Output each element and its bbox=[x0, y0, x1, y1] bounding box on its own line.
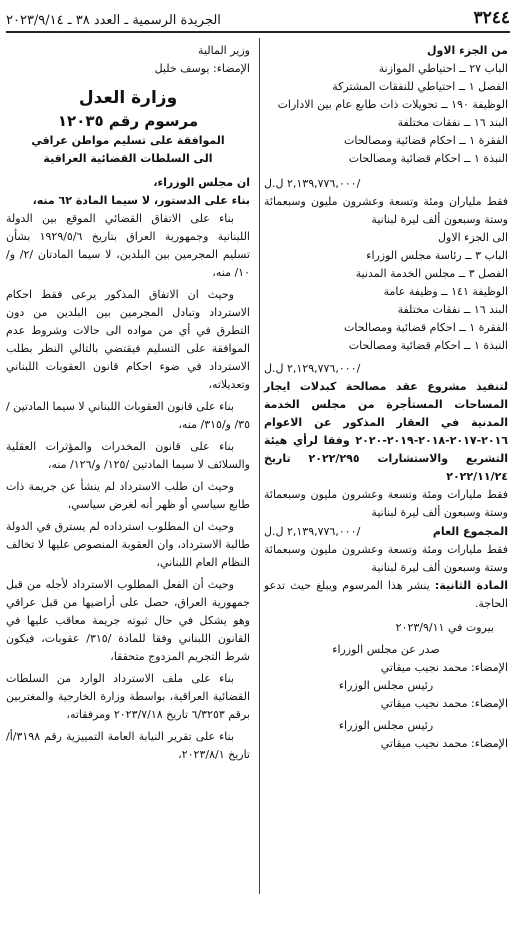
decree-subject: الموافقة على تسليم مواطن عراقي bbox=[31, 134, 225, 147]
page-number: ٣٢٤٤ bbox=[473, 8, 510, 28]
recital-paragraph: بناء على قانون المخدرات والمؤثرات العقلية والسلائف لا سيما المادتين /١٢٥/ و/١٢٦/ منه، bbox=[6, 440, 250, 471]
budget-line: الوظيفة ١٤١ ــ وظيفة عامة bbox=[383, 285, 508, 298]
publication-title: الجريدة الرسمية ـ العدد ٣٨ ـ ٢٠٢٣/٩/١٤ bbox=[6, 13, 221, 28]
budget-line: من الجزء الاول bbox=[426, 44, 508, 57]
budget-line: الباب ٣ ــ رئاسة مجلس الوزراء bbox=[366, 249, 508, 262]
budget-line: الى الجزء الاول bbox=[438, 231, 508, 244]
budget-line: الباب ٢٧ ــ احتياطي الموازنة bbox=[378, 62, 508, 75]
decree-subject: الى السلطات القضائية العراقية bbox=[43, 152, 213, 165]
column-divider bbox=[259, 38, 260, 894]
signature-name: الإمضاء: محمد نجيب ميقاتي bbox=[380, 697, 508, 710]
signature-name: الإمضاء: محمد نجيب ميقاتي bbox=[380, 737, 508, 750]
minister-title: وزير المالية bbox=[198, 44, 250, 57]
amount-value: ٢,١٢٩,٧٧٦,٠٠٠ ل.ل/ bbox=[264, 362, 361, 375]
budget-line: الفصل ١ ــ احتياطي للنفقات المشتركة bbox=[332, 80, 508, 93]
right-column bbox=[264, 36, 508, 928]
amount-in-words: فقط مليارات ومئة وتسعة وعشرون مليون وسبعمائة وستة وسبعون ألف ليرة لبنانية bbox=[264, 488, 508, 519]
recital-paragraph: وحيث ان المطلوب استرداده لم يسترق في الدولة طالبة الاسترداد، وان العقوبة المنصوص عليها لا تخالف النظام العام اللبناني، bbox=[6, 520, 250, 569]
article-two bbox=[264, 577, 508, 613]
recital-paragraph: بناء على تقرير النيابة العامة التمييزية رقم ٣١٩٨/أ/ تاريخ ٢٠٢٣/٨/١، bbox=[6, 730, 250, 761]
total-in-words: فقط مليارات ومئة وتسعة وعشرون مليون وسبعمائة وستة وسبعون ألف ليرة لبنانية bbox=[264, 543, 508, 574]
budget-line: النبذة ١ ــ احكام قضائية ومصالحات bbox=[348, 339, 508, 352]
grand-total-amount: ٢,١٣٩,٧٧٦,٠٠٠ ل.ل/ bbox=[264, 525, 361, 538]
recital-paragraph: بناء على الاتفاق القضائي الموقع بين الدولة اللبنانية وجمهورية العراق بتاريخ ١٩٢٩/٥/٦ بشأن تسليم المجرمين بين البلدين، لا سيما المادتان /٢/ و/١٠/ منه، bbox=[6, 212, 250, 279]
budget-line: الوظيفة ١٩٠ ــ تحويلات ذات طابع عام بين الادارات bbox=[277, 98, 508, 111]
recital-paragraph: وحيث أن الفعل المطلوب الاسترداد لأجله من قبل جمهورية العراق، حصل على أراضيها من قبل عراقي وهو يشكل في حال ثبوته جريمة معاقب عليها في القانون اللبناني وفقا للمادة /٣١٥/ عقوبات، فيكون شرط التجريم المزدوج متحققا، bbox=[6, 578, 250, 663]
budget-line: البند ١٦ ــ نفقات مختلفة bbox=[397, 303, 508, 316]
recital-paragraph: وحيث ان الاتفاق المذكور يرعى فقط احكام الاسترداد وتبادل المجرمين بين البلدين من دون التطرق في أي من مواده الى حالات وشروط عدم الموافقة على التسليم فيقتضي بالتالي النظر بطلب الاسترداد في ضوء احكام قانون العقوبات اللبناني وتعديلاته، bbox=[6, 288, 250, 391]
signature-name: الإمضاء: محمد نجيب ميقاتي bbox=[380, 661, 508, 674]
amount-in-words: فقط ملياران ومئة وتسعة وعشرون مليون وسبعمائة وستة وسبعون ألف ليرة لبنانية bbox=[264, 195, 508, 226]
ministry-heading: وزارة العدل bbox=[78, 88, 178, 108]
grand-total-label: المجموع العام bbox=[432, 524, 508, 538]
header-rule bbox=[6, 31, 510, 33]
page-header bbox=[6, 6, 510, 28]
grand-total-row bbox=[264, 522, 508, 541]
budget-line: البند ١٦ ــ نفقات مختلفة bbox=[397, 116, 508, 129]
article-two-text: ينشر هذا المرسوم ويبلغ حيث تدعو الحاجة. bbox=[264, 579, 508, 610]
budget-line: الفقرة ١ ــ احكام قضائية ومصالحات bbox=[343, 134, 508, 147]
transfer-purpose: لتنفيذ مشروع عقد مصالحة كبدلات ايجار المساحات المستأجرة من مجلس الخدمة المدنية في العقار المذكور عن الاعوام ٢٠١٦-٢٠١٧-٢٠١٨-٢٠١٩-٢٠٢٠ وفقا لرأي هيئة التشريع والاستشارات ٢٠٢٢/٢٩٥ تاريخ ٢٠٢٢/١١/٢٤ bbox=[264, 380, 508, 483]
signature-title: صدر عن مجلس الوزراء bbox=[332, 643, 440, 656]
recital-paragraph: بناء على ملف الاسترداد الوارد من السلطات القضائية العراقية، بواسطة وزارة الخارجية والمغتربين برقم ٦/٣٢٥٣ تاريخ ٢٠٢٣/٧/١٨ ومرفقاته، bbox=[6, 672, 250, 721]
signature-title: رئيس مجلس الوزراء bbox=[338, 679, 434, 692]
budget-line: النبذة ١ ــ احكام قضائية ومصالحات bbox=[348, 152, 508, 165]
place-date: بيروت في ٢٠٢٣/٩/١١ bbox=[395, 621, 494, 634]
signature-title: رئيس مجلس الوزراء bbox=[338, 719, 434, 732]
council-line: ان مجلس الوزراء، bbox=[153, 176, 250, 189]
budget-line: الفقرة ١ ــ احكام قضائية ومصالحات bbox=[343, 321, 508, 334]
minister-signature: الإمضاء: يوسف خليل bbox=[154, 62, 250, 75]
left-column bbox=[6, 36, 250, 928]
recital-paragraph: وحيث ان طلب الاسترداد لم ينشأ عن جريمة ذات طابع سياسي أو ظهر أنه لغرض سياسي، bbox=[6, 480, 250, 511]
article-two-label: المادة الثانية: bbox=[434, 579, 509, 592]
decree-number: مرسوم رقم ١٢٠٣٥ bbox=[57, 112, 199, 130]
recital-paragraph: بناء على قانون العقوبات اللبناني لا سيما المادتين /٣٥/ و/٣١٥/ منه، bbox=[6, 400, 250, 431]
constitution-basis: بناء على الدستور، لا سيما المادة ٦٢ منه، bbox=[32, 194, 250, 207]
budget-line: الفصل ٣ ــ مجلس الخدمة المدنية bbox=[355, 267, 508, 280]
amount-value: ٢,١٣٩,٧٧٦,٠٠٠ ل.ل/ bbox=[264, 177, 361, 190]
